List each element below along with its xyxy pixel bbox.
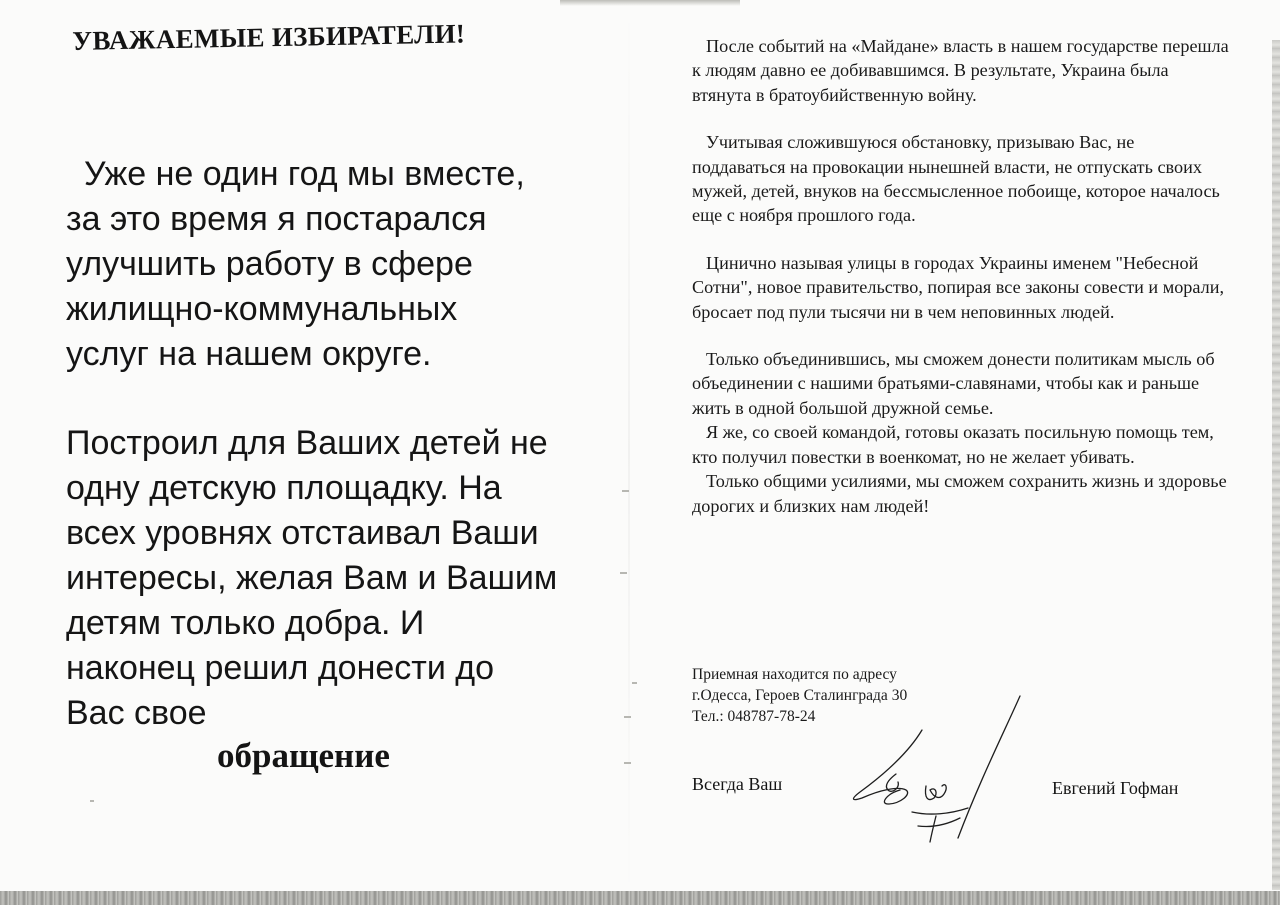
signer-name: Евгений Гофман [1052, 778, 1179, 798]
body-paragraph: После событий на «Майдане» власть в нашем государстве перешла к людям давно ее добивавшимся. В результате, Украина была втянута в братоубийственную войну. [692, 36, 1229, 105]
phone-line: Тел.: 048787-78-24 [692, 708, 816, 725]
body-paragraph: Только объединившись, мы сможем донести политикам мысль об объединении с нашими братьями-славянами, чтобы как и раньше жить в одной большой дружной семье. [692, 349, 1215, 418]
center-fold [628, 0, 630, 905]
address-line: г.Одесса, Героев Сталинграда 30 [692, 687, 908, 704]
achievements-paragraph [66, 421, 606, 736]
intro-line: за это время я постарался [66, 200, 487, 238]
intro-line: Уже не один год мы вместе, [84, 155, 525, 193]
scan-bottom-edge [0, 891, 1280, 905]
achievements-line: Построил для Ваших детей не [66, 424, 548, 462]
achievements-line: интересы, желая Вам и Вашим [66, 559, 558, 597]
right-column [692, 34, 1232, 518]
intro-line: жилищно-коммунальных [66, 290, 458, 328]
achievements-line: одну детскую площадку. На [66, 469, 502, 507]
achievements-line: всех уровнях отстаивал Ваши [66, 514, 539, 552]
body-paragraph: Цинично называя улицы в городах Украины именем "Небесной Сотни", новое правительство, попирая все законы совести и морали, бросает под пули тысячи ни в чем неповинных людей. [692, 252, 1224, 322]
left-column [66, 152, 606, 736]
handwritten-signature [840, 690, 1040, 860]
page-heading: УВАЖАЕМЫЕ ИЗБИРАТЕЛИ! [72, 18, 466, 56]
scan-right-edge [1272, 40, 1280, 890]
intro-paragraph [66, 152, 606, 377]
intro-line: улучшить работу в сфере [66, 245, 473, 283]
sign-off-text: Всегда Ваш [692, 774, 783, 794]
appeal-word: обращение [217, 736, 390, 775]
scan-top-edge [560, 0, 740, 6]
body-paragraph: Учитывая сложившуюся обстановку, призываю Вас, не поддаваться на провокации нынешней власти, не отпускать своих мужей, детей, внуков на бессмысленное побоище, которое началось еще с ноября прошлого года. [692, 132, 1220, 226]
achievements-line: наконец решил донести до [66, 649, 495, 687]
intro-line: услуг на нашем округе. [66, 335, 432, 373]
body-paragraph: Я же, со своей командой, готовы оказать посильную помощь тем, кто получил повестки в военкомат, но не желает убивать. [692, 422, 1214, 467]
body-paragraph: Только общими усилиями, мы сможем сохранить жизнь и здоровье дорогих и близких нам людей! [692, 471, 1227, 516]
achievements-line: детям только добра. И [66, 604, 425, 642]
achievements-line: Вас свое [66, 694, 207, 732]
address-line: Приемная находится по адресу [692, 666, 897, 683]
